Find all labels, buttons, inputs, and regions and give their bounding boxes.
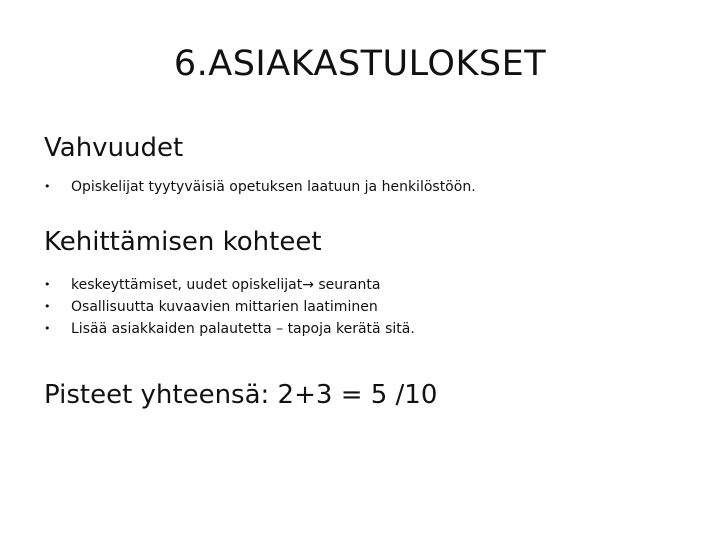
list-item bbox=[44, 176, 476, 198]
section-heading-development: Kehittämisen kohteet bbox=[44, 227, 322, 257]
list-item-text: Lisää asiakkaiden palautetta – tapoja kerätä sitä. bbox=[71, 321, 415, 337]
list-item bbox=[44, 274, 415, 296]
bullet-icon: • bbox=[44, 300, 51, 313]
list-item-text: Osallisuutta kuvaavien mittarien laatiminen bbox=[71, 299, 378, 315]
arrow-right-icon: → bbox=[302, 277, 314, 293]
list-item-text: Opiskelijat tyytyväisiä opetuksen laatuun ja henkilöstöön. bbox=[71, 179, 476, 195]
list-item-text: keskeyttämiset, uudet opiskelijat bbox=[71, 277, 303, 293]
list-item bbox=[44, 296, 415, 318]
list-item-text-tail: seuranta bbox=[313, 277, 381, 293]
slide-title: 6.ASIAKASTULOKSET bbox=[173, 44, 547, 84]
strengths-list bbox=[44, 176, 476, 198]
total-score: Pisteet yhteensä: 2+3 = 5 /10 bbox=[44, 380, 438, 410]
section-heading-strengths: Vahvuudet bbox=[44, 133, 184, 163]
bullet-icon: • bbox=[44, 278, 51, 291]
development-list bbox=[44, 274, 415, 340]
bullet-icon: • bbox=[44, 180, 51, 193]
list-item bbox=[44, 318, 415, 340]
bullet-icon: • bbox=[44, 322, 51, 335]
